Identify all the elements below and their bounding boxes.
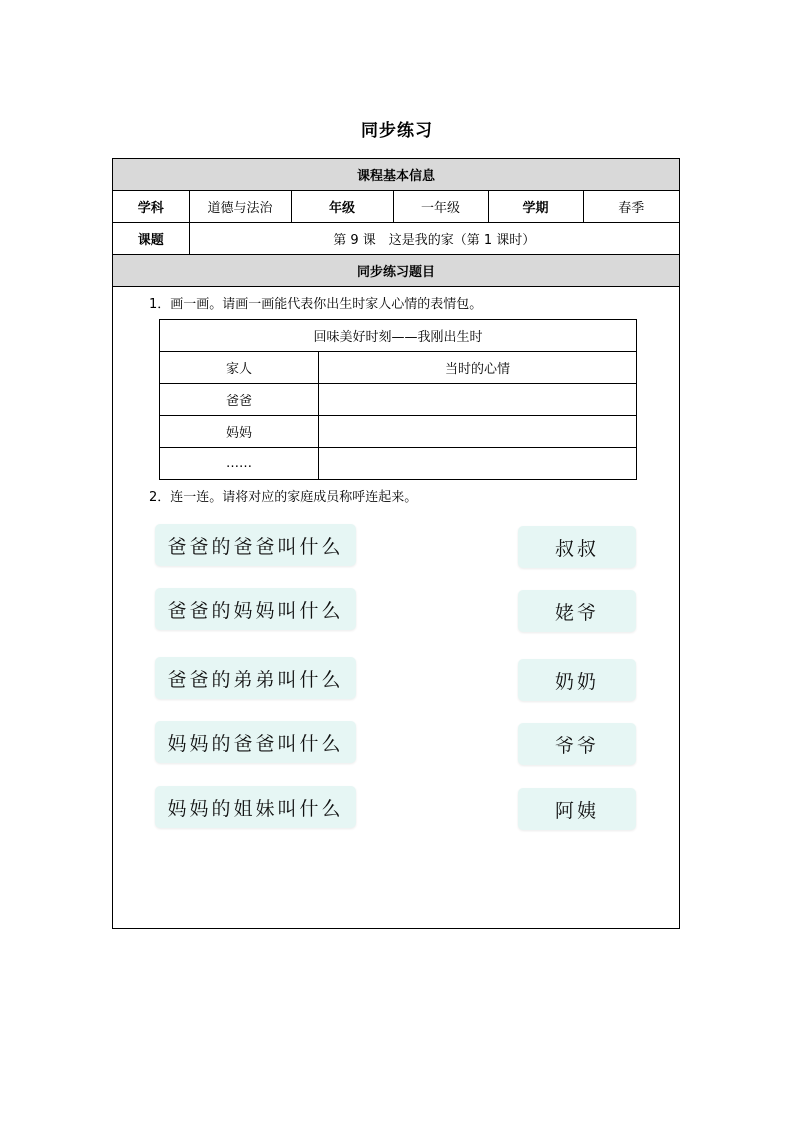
match-question-card[interactable]: 妈妈的爸爸叫什么 bbox=[155, 721, 356, 763]
match-question-card[interactable]: 妈妈的姐妹叫什么 bbox=[155, 786, 356, 828]
mood-row-family: …… bbox=[160, 448, 319, 480]
grade-label: 年级 bbox=[291, 191, 393, 223]
mood-table bbox=[159, 319, 637, 480]
mood-drawing-cell[interactable] bbox=[319, 416, 637, 448]
mood-table-title: 回味美好时刻——我刚出生时 bbox=[160, 320, 637, 352]
subject-value: 道德与法治 bbox=[189, 191, 291, 223]
match-answer-card[interactable]: 叔叔 bbox=[518, 526, 636, 568]
match-question-card[interactable]: 爸爸的爸爸叫什么 bbox=[155, 524, 356, 566]
mood-col-family: 家人 bbox=[160, 352, 319, 384]
match-question-card[interactable]: 爸爸的弟弟叫什么 bbox=[155, 657, 356, 699]
term-label: 学期 bbox=[488, 191, 583, 223]
page-title: 同步练习 bbox=[361, 121, 433, 141]
match-question-card[interactable]: 爸爸的妈妈叫什么 bbox=[155, 588, 356, 630]
question-2-prompt: 2．连一连。请将对应的家庭成员称呼连起来。 bbox=[149, 490, 418, 505]
mood-drawing-cell[interactable] bbox=[319, 384, 637, 416]
lesson-label: 课题 bbox=[113, 223, 189, 255]
exercise-header: 同步练习题目 bbox=[113, 255, 679, 287]
term-value: 春季 bbox=[583, 191, 679, 223]
question-1-prompt: 1．画一画。请画一画能代表你出生时家人心情的表情包。 bbox=[149, 297, 483, 312]
mood-row-family: 妈妈 bbox=[160, 416, 319, 448]
mood-col-mood: 当时的心情 bbox=[319, 352, 637, 384]
grade-value: 一年级 bbox=[393, 191, 488, 223]
match-answer-card[interactable]: 爷爷 bbox=[518, 723, 636, 765]
worksheet-frame bbox=[112, 158, 680, 929]
match-answer-card[interactable]: 奶奶 bbox=[518, 659, 636, 701]
match-answer-card[interactable]: 阿姨 bbox=[518, 788, 636, 830]
subject-label: 学科 bbox=[113, 191, 189, 223]
course-info-header: 课程基本信息 bbox=[113, 159, 679, 191]
lesson-value: 第 9 课 这是我的家（第 1 课时） bbox=[189, 223, 679, 255]
match-answer-card[interactable]: 姥爷 bbox=[518, 590, 636, 632]
course-info-table bbox=[113, 159, 679, 287]
mood-drawing-cell[interactable] bbox=[319, 448, 637, 480]
mood-row-family: 爸爸 bbox=[160, 384, 319, 416]
